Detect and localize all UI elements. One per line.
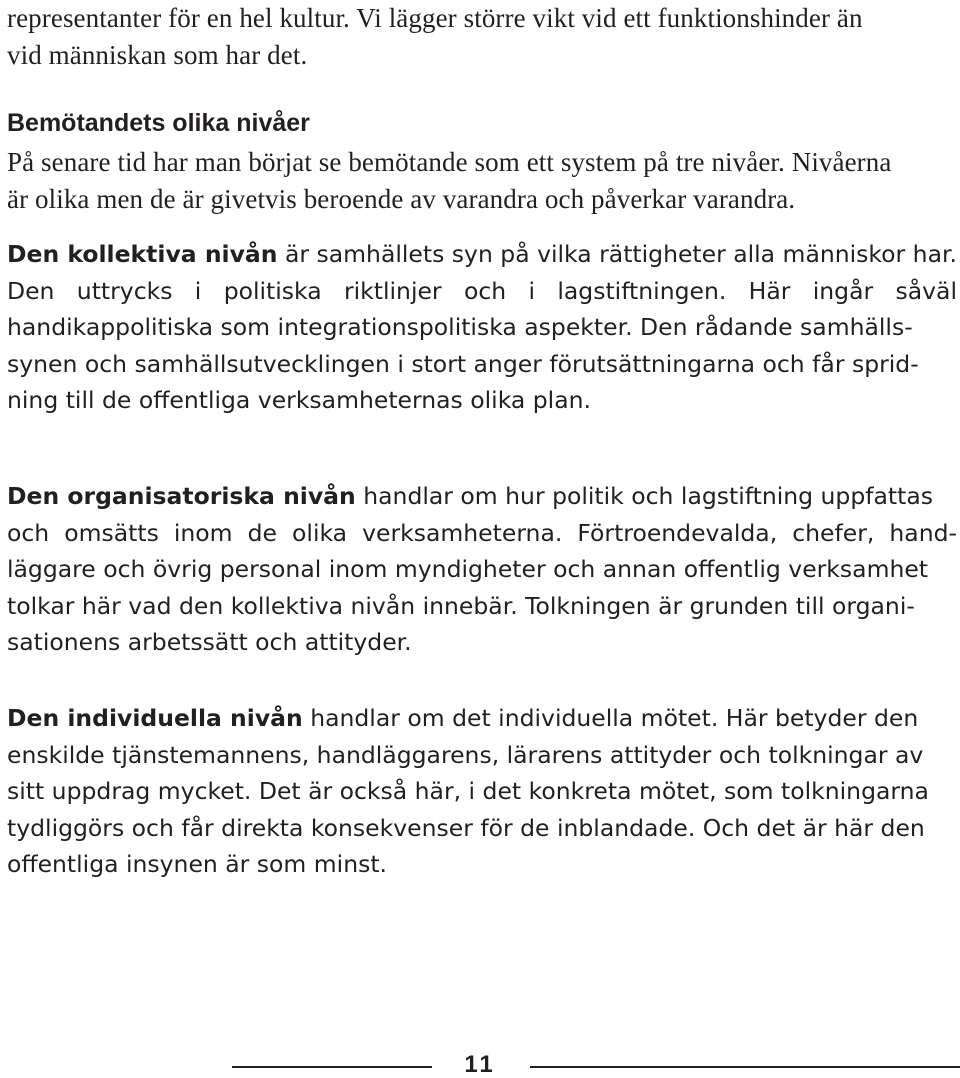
- paragraph-line: och omsätts inom de olika verksamheterna. Förtroendevalda, chefer, hand-: [7, 518, 957, 547]
- individual-level-paragraph: [7, 700, 957, 883]
- paragraph-text: handlar om hur politik och lagstiftning uppfattas: [355, 482, 933, 510]
- paragraph-text: är samhällets syn på vilka rättigheter alla människor har.: [277, 240, 957, 268]
- paragraph-text: handlar om det individuella mötet. Här betyder den: [302, 704, 919, 732]
- paragraph-line: sationens arbetssätt och attityder.: [7, 628, 412, 657]
- section-intro-line: På senare tid har man börjat se bemötande som ett system på tre nivåer. Nivåerna: [7, 147, 892, 177]
- section-intro-paragraph: [7, 144, 957, 217]
- paragraph-line: [7, 236, 957, 273]
- paragraph-line: enskilde tjänstemannens, handläggarens, lärarens attityder och tolkningar av: [7, 740, 924, 769]
- footer-rule-right: [530, 1066, 960, 1068]
- paragraph-line: synen och samhällsutvecklingen i stort anger förutsättningarna och får sprid-: [7, 349, 919, 378]
- paragraph-line: Den uttrycks i politiska riktlinjer och i lagstiftningen. Här ingår såväl: [7, 276, 957, 305]
- organisational-level-paragraph: [7, 478, 957, 661]
- paragraph-line: läggare och övrig personal inom myndigheter och annan offentlig verksamhet: [7, 555, 929, 584]
- section-intro-line: är olika men de är givetvis beroende av varandra och påverkar varandra.: [7, 183, 796, 214]
- intro-line: representanter för en hel kultur. Vi lägger större vikt vid ett funktionshinder än: [7, 3, 863, 33]
- footer-rule-left: [232, 1066, 432, 1068]
- collective-level-paragraph: [7, 236, 957, 419]
- paragraph-line: handikappolitiska som integrationspolitiska aspekter. Den rådande samhälls-: [7, 313, 913, 342]
- paragraph-line: tydliggörs och får direkta konsekvenser för de inblandade. Och det är här den: [7, 813, 925, 842]
- paragraph-line: offentliga insynen är som minst.: [7, 850, 388, 879]
- section-heading: Bemötandets olika nivåer: [7, 109, 310, 137]
- level-term: Den organisatoriska nivån: [7, 482, 356, 510]
- paragraph-line: [7, 700, 957, 737]
- page-number: 11: [464, 1051, 496, 1078]
- paragraph-line: ning till de offentliga verksamheternas olika plan.: [7, 386, 591, 415]
- paragraph-line: sitt uppdrag mycket. Det är också här, i det konkreta mötet, som tolkningarna: [7, 777, 929, 806]
- level-term: Den kollektiva nivån: [7, 240, 278, 268]
- paragraph-line: tolkar här vad den kollektiva nivån innebär. Tolkningen är grunden till organi-: [7, 591, 915, 620]
- level-term: Den individuella nivån: [7, 704, 303, 732]
- intro-line: vid människan som har det.: [7, 39, 308, 70]
- intro-paragraph: [7, 0, 957, 73]
- paragraph-line: [7, 478, 957, 515]
